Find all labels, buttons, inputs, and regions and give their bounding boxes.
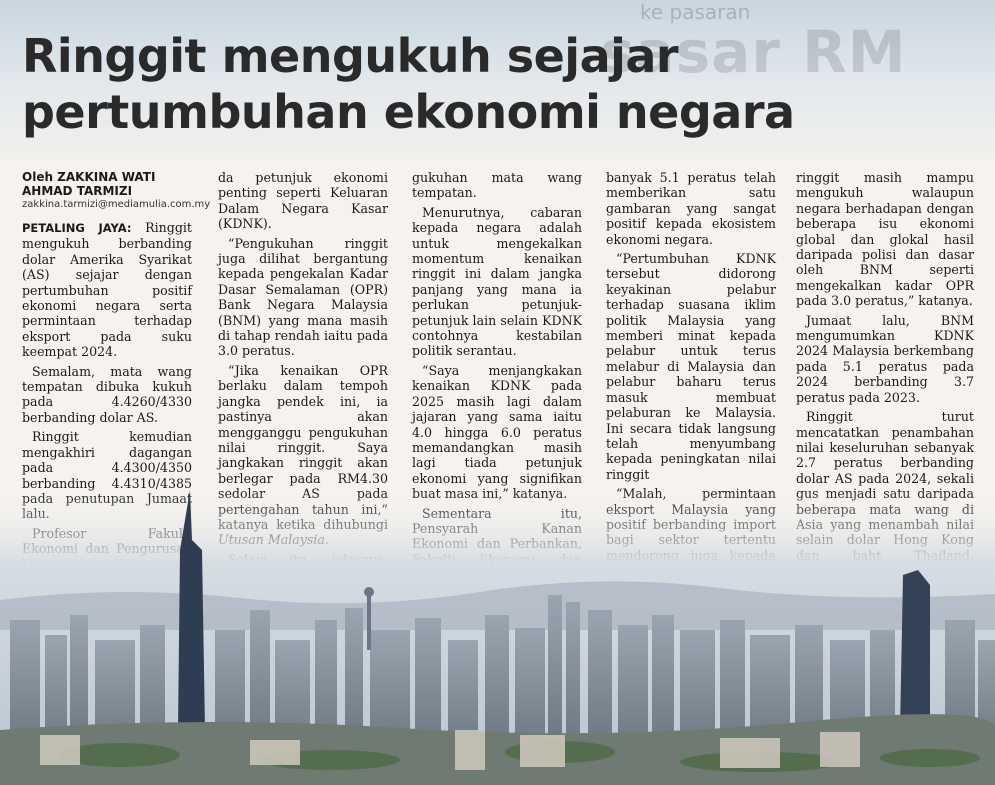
paragraph-text: Ringgit mengukuh berbanding dolar Amerika Syarikat (AS) sejajar dengan pertumbuhan positif ekonomi negara serta permintaan terhadap eksport pada suku keempat 2024. — [22, 220, 192, 360]
byline-line1: Oleh ZAKKINA WATI — [22, 170, 156, 184]
paragraph: Ringgit kemudian mengakhiri dagangan pada 4.4300/4350 berbanding 4.4310/4385 — [22, 429, 192, 491]
ghost-background-headline: sasar RM — [600, 18, 907, 86]
paragraph: Ringgit turut mencatatkan penambahan nilai keseluruhan sebanyak 2.7 peratus berbanding dolar AS pada 2024, sekali — [796, 409, 974, 486]
tall-tower-right — [900, 570, 930, 730]
paragraph: “Pertumbuhan KDNK tersebut didorong keyakinan pelabur terhadap suasana iklim politik Malaysia yang memberi minat kepada pelabur untuk terus melabur di Malaysia dan pelabur baharu terus masuk membuat pelaburan ke Malaysia. Ini secara tidak langsung telah menyumbang kepada peningkatan nilai ringgit — [606, 251, 776, 482]
paragraph: Menurutnya, cabaran kepada negara adalah untuk mengekalkan momentum kenaikan ringgit ini dalam jangka panjang yang mana ia perlukan petunjuk-petunjuk lain selain KDNK contohnya kestabilan politik serantau. — [412, 204, 582, 359]
headline: Ringgit mengukuh sejajar pertumbuhan ekonomi negara — [22, 29, 795, 139]
paragraph: ringgit masih mampu mengukuh walaupun negara berhadapan dengan beberapa isu ekonomi global dan glokal hasil daripada polisi dan dasar oleh BNM seperti mengekalkan kadar OPR pada 3.0 peratus,” katanya. — [796, 170, 974, 309]
paragraph: banyak 5.1 peratus telah memberikan satu gambaran yang sangat positif kepada ekosistem ekonomi negara. — [606, 170, 776, 247]
paragraph: Semalam, mata wang tempatan dibuka kukuh pada 4.4260/4330 berbanding dolar AS. — [22, 363, 192, 425]
paragraph: “Saya menjangkakan kenaikan KDNK pada 2025 masih lagi dalam jajaran yang sama iaitu 4.0 hingga 6.0 peratus memandangkan masih lagi tiada petunjuk ekonomi yang signifikan — [412, 362, 582, 486]
paragraph: da petunjuk ekonomi penting seperti Keluaran Dalam Negara Kasar (KDNK). — [218, 170, 388, 232]
paragraph: gukuhan mata wang tempatan. — [412, 170, 582, 201]
paragraph: “Pengukuhan ringgit juga dilihat bergantung kepada pengekalan Kadar Dasar Semalaman (OPR) Bank Negara Malaysia (BNM) yang mana masih di tahap rendah iaitu pada 3.0 peratus. — [218, 235, 388, 359]
ghost-background-text-small: ke pasaran — [640, 0, 751, 24]
paragraph — [22, 220, 192, 360]
paragraph-text: “Jika kenaikan OPR berlaku dalam tempoh jangka pendek ini, ia pastinya akan mengganggu pengukuhan nilai ringgit. Saya jangkakan ringgit akan berlegar pada RM4.30 — [218, 362, 388, 486]
byline — [22, 170, 212, 212]
skyline-illustration — [0, 490, 995, 785]
skyline-photo — [0, 490, 995, 785]
byline-email: zakkina.tarmizi@mediamulia.com.my — [22, 199, 211, 210]
dateline: PETALING JAYA: — [22, 221, 132, 235]
byline-line2: AHMAD TARMIZI — [22, 184, 133, 198]
paragraph: Jumaat lalu, BNM mengumumkan KDNK 2024 Malaysia berkembang pada 5.1 peratus pada 2024 berbanding 3.7 peratus pada 2023. — [796, 312, 974, 405]
